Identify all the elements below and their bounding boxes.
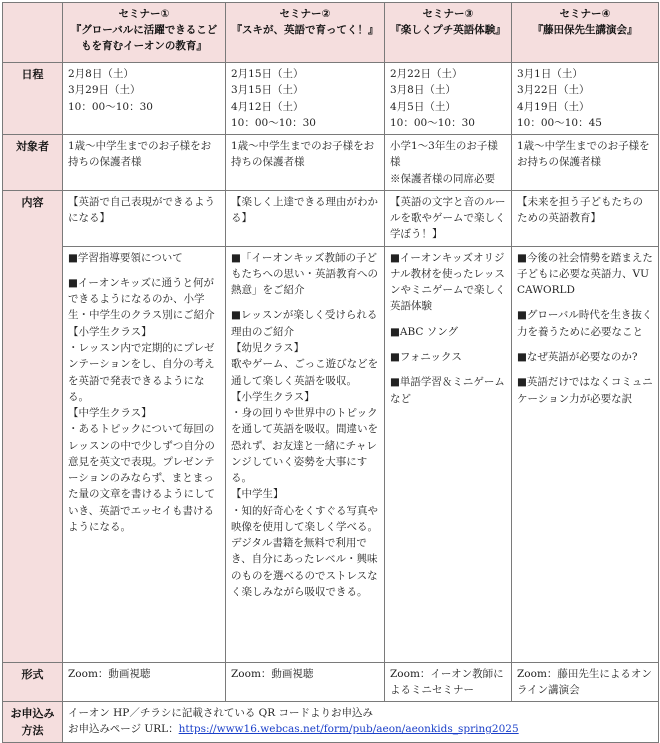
schedule-date: 3月1日（土） — [517, 68, 583, 80]
header-corner — [3, 3, 63, 63]
content-item: ・身の回りや世界中のトピックを通して英語を吸収。間違いを恐れず、お友達と一緒にチャレンジしていく姿勢を大事にする。 — [231, 407, 378, 485]
seminar-1-number: セミナー① — [118, 8, 170, 20]
content-item: ■「イーオンキッズ教師の子どもたちへの思い・英語教育への熱意」をご紹介 — [231, 251, 378, 297]
content-item: ・知的好奇心をくすぐる写真や映像を使用して楽しく学べる。デジタル書籍を無料で利用でき、自分にあったレベル・興味のものを選べるのでストレスなく楽しみながら吸収できる。 — [231, 504, 378, 598]
format-label: 形式 — [3, 662, 63, 702]
seminar-2-subtitle: 【楽しく上達できる理由がわかる】 — [226, 190, 385, 246]
seminar-table — [2, 2, 659, 743]
seminar-1-format: Zoom：動画視聴 — [63, 662, 226, 702]
seminar-4-audience — [512, 135, 659, 191]
apply-url-link[interactable]: https://www16.webcas.net/form/pub/aeon/aeonkids_spring2025 — [178, 723, 519, 736]
seminar-1-audience — [63, 135, 226, 191]
seminar-1-schedule — [63, 63, 226, 135]
content-item: 【中学生】 — [231, 488, 284, 501]
header-row — [3, 3, 659, 63]
schedule-date: 3月29日（土） — [68, 84, 141, 97]
seminar-2-number: セミナー② — [279, 8, 331, 20]
seminar-2-header — [226, 3, 385, 63]
schedule-date: 3月8日（土） — [390, 84, 456, 97]
content-item: ■学習指導要領について — [68, 251, 183, 264]
seminar-3-audience — [385, 135, 512, 191]
seminar-4-header — [512, 3, 659, 63]
seminar-1-header — [63, 3, 226, 63]
schedule-time: 10：00～10：30 — [68, 100, 153, 113]
schedule-time: 10：00～10：30 — [390, 116, 475, 129]
apply-url-line — [68, 721, 653, 737]
seminar-4-format: Zoom：藤田先生によるオンライン講演会 — [512, 662, 659, 702]
schedule-date: 2月15日（土） — [231, 68, 304, 80]
content-item: ■今後の社会情勢を踏まえた子どもに必要な英語力、VUCAWORLD — [517, 251, 653, 297]
content-item: 【小学生クラス】 — [68, 325, 152, 338]
content-spacer — [390, 365, 506, 374]
schedule-date: 4月19日（土） — [517, 100, 590, 113]
apply-url-prefix: お申込みページ URL： — [68, 723, 179, 736]
content-item: 歌やゲーム、ごっこ遊びなどを通して楽しく英語を吸収。 — [231, 358, 379, 387]
seminar-2-schedule — [226, 63, 385, 135]
seminar-4-schedule — [512, 63, 659, 135]
seminar-1-details — [63, 246, 226, 662]
seminar-2-title: 『スキが、英語で育ってく！』 — [231, 23, 379, 36]
content-item: ■イーオンキッズに通うと何ができるようになるのか、小学生・中学生のクラス別にご紹介 — [68, 276, 215, 322]
content-label: 内容 — [3, 190, 63, 662]
seminar-3-details — [385, 246, 512, 662]
seminar-1-title: 『グローバルに活躍できるこどもを育むイーオンの教育』 — [70, 23, 218, 52]
content-spacer — [68, 266, 220, 275]
content-spacer — [517, 298, 653, 307]
content-item: ■フォニックス — [390, 350, 462, 363]
seminar-3-schedule — [385, 63, 512, 135]
format-row — [3, 662, 659, 702]
seminar-4-number: セミナー④ — [559, 8, 611, 20]
seminar-4-title: 『藤田保先生講演会』 — [532, 23, 638, 36]
content-spacer — [517, 340, 653, 349]
content-item: 【幼児クラス】 — [231, 341, 305, 354]
content-item: ■英語だけではなくコミュニケーション力が必要な訳 — [517, 376, 653, 405]
content-spacer — [517, 365, 653, 374]
content-item: ■イーオンキッズオリジナル教材を使ったレッスンやミニゲームで楽しく英語体験 — [390, 251, 506, 313]
seminar-1-subtitle: 【英語で自己表現ができるようになる】 — [63, 190, 226, 246]
audience-text: 1歳～中学生までのお子様をお持ちの保護者様 — [68, 140, 212, 169]
content-item: 【小学生クラス】 — [231, 390, 315, 403]
content-spacer — [390, 315, 506, 324]
seminar-3-number: セミナー③ — [422, 8, 474, 20]
seminar-4-details — [512, 246, 659, 662]
apply-label-line2: 方法 — [21, 724, 44, 738]
schedule-row — [3, 63, 659, 135]
schedule-date: 3月22日（土） — [517, 84, 590, 97]
audience-note: ※保護者様の同席必要 — [390, 172, 495, 185]
schedule-date: 2月8日（土） — [68, 68, 134, 80]
content-item: ・レッスン内で定期的にプレゼンテーションをし、自分の考えを英語で発表できるようになる。 — [68, 341, 215, 403]
seminar-2-details — [226, 246, 385, 662]
content-detail-row — [3, 246, 659, 662]
seminar-2-audience — [226, 135, 385, 191]
apply-label-line1: お申込み — [10, 707, 55, 721]
seminar-3-header — [385, 3, 512, 63]
seminar-3-title: 『楽しくプチ英語体験』 — [390, 23, 506, 36]
audience-row — [3, 135, 659, 191]
seminar-2-format: Zoom：動画視聴 — [226, 662, 385, 702]
content-spacer — [231, 298, 379, 307]
content-subtitle-row — [3, 190, 659, 246]
content-item: ・あるトピックについて毎回のレッスンの中で少しずつ自分の意見を英文で表現。プレゼンテーションのみならず、まとまった量の文章を書けるようにしていき、英語でエッセイも書けるようになる。 — [68, 423, 215, 533]
schedule-date: 4月5日（土） — [390, 100, 456, 113]
schedule-time: 10：00～10：45 — [517, 116, 602, 129]
schedule-time: 10：00～10：30 — [231, 116, 316, 129]
content-item: ■なぜ英語が必要なのか? — [517, 350, 638, 363]
content-item: 【中学生クラス】 — [68, 407, 152, 420]
apply-label — [3, 702, 63, 743]
apply-row — [3, 702, 659, 743]
apply-details — [63, 702, 659, 743]
seminar-3-format: Zoom：イーオン教師によるミニセミナー — [385, 662, 512, 702]
content-spacer — [390, 340, 506, 349]
apply-instructions: イーオン HP／チラシに記載されている QR コードよりお申込み — [68, 707, 374, 720]
content-item: ■グローバル時代を生き抜く力を養うために必要なこと — [517, 309, 653, 338]
schedule-date: 4月12日（土） — [231, 100, 304, 113]
content-item: ■単語学習＆ミニゲームなど — [390, 376, 505, 405]
audience-text: 1歳～中学生までのお子様をお持ちの保護者様 — [231, 140, 375, 169]
schedule-label: 日程 — [3, 63, 63, 135]
schedule-date: 2月22日（土） — [390, 68, 463, 80]
content-item: ■レッスンが楽しく受けられる理由のご紹介 — [231, 309, 378, 338]
seminar-3-subtitle: 【英語の文字と音のルールを歌やゲームで楽しく学ぼう！】 — [385, 190, 512, 246]
audience-text: 小学1～3年生のお子様様 — [390, 140, 498, 169]
seminar-4-subtitle: 【未来を担う子どもたちのための英語教育】 — [512, 190, 659, 246]
audience-label: 対象者 — [3, 135, 63, 191]
schedule-date: 3月15日（土） — [231, 84, 304, 97]
content-item: ■ABC ソング — [390, 325, 459, 338]
audience-text: 1歳～中学生までのお子様をお持ちの保護者様 — [517, 140, 650, 169]
